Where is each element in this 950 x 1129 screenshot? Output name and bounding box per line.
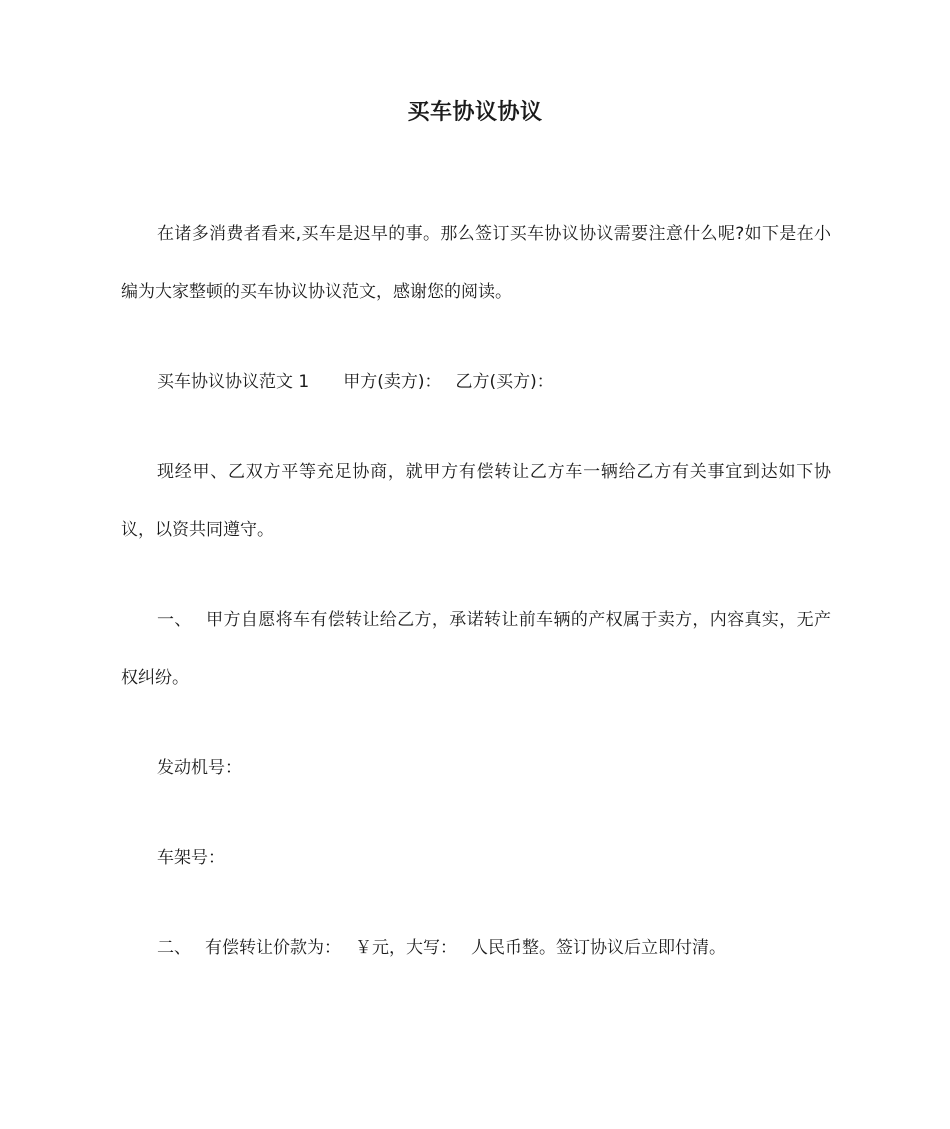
document-title: 买车协议协议	[407, 100, 543, 125]
party-a-label: 甲方(卖方)：	[343, 372, 442, 392]
document-body	[121, 205, 831, 977]
sample-heading-line	[121, 353, 831, 411]
engine-number-line: 发动机号：	[157, 758, 242, 778]
intro-paragraph: 在诸多消费者看来,买车是迟早的事。那么签订买车协议协议需要注意什么呢?如下是在小编为大家整顿的买车协议协议范文，感谢您的阅读。	[121, 224, 831, 302]
preamble-paragraph: 现经甲、乙双方平等充足协商，就甲方有偿转让乙方车一辆给乙方有关事宜到达如下协议，以资共同遵守。	[121, 462, 831, 540]
clause-1-number: 一、	[157, 610, 192, 630]
clause-2-rest: 人民币整。签订协议后立即付清。	[471, 938, 726, 958]
clause-2-number: 二、	[157, 938, 191, 958]
clause-2-amount: ￥元，大写：	[355, 938, 457, 958]
clause-2	[121, 919, 831, 977]
clause-1	[121, 591, 831, 707]
sample-heading: 买车协议协议范文 1	[157, 372, 310, 392]
clause-2-price-label: 有偿转让价款为：	[205, 938, 341, 958]
party-b-label: 乙方(买方)：	[455, 372, 554, 392]
frame-number-line: 车架号：	[157, 848, 225, 868]
clause-1-text: 甲方自愿将车有偿转让给乙方，承诺转让前车辆的产权属于卖方，内容真实，无产权纠纷。	[121, 610, 832, 688]
